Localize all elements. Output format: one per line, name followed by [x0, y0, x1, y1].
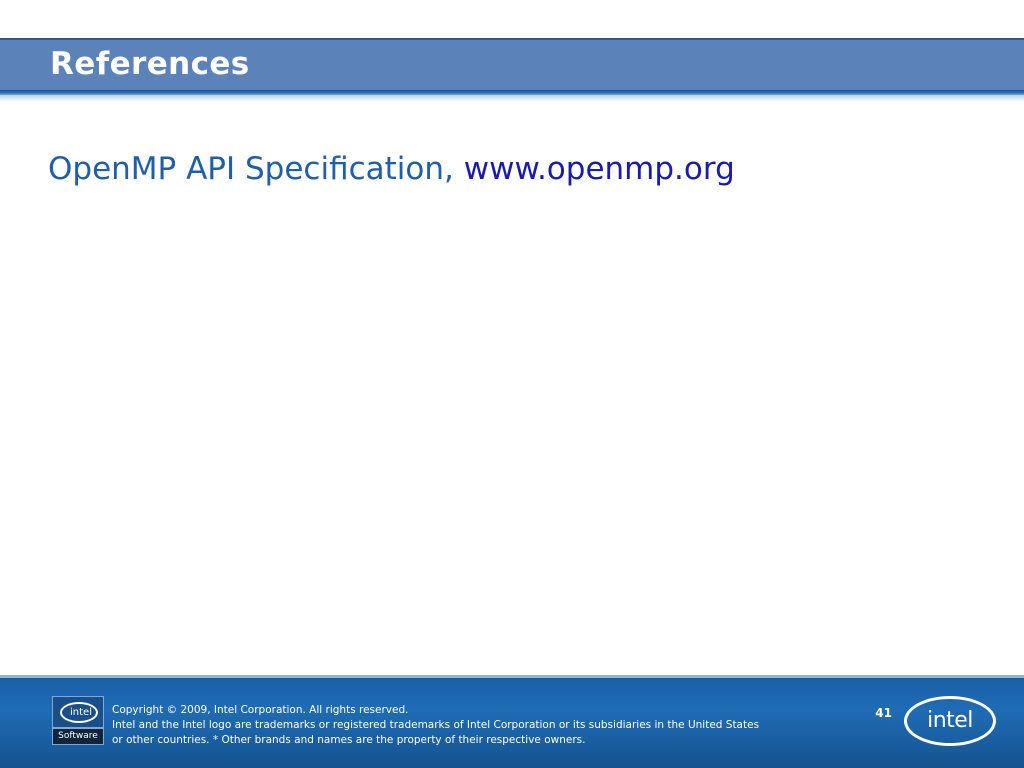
intel-logo-text: intel — [927, 708, 973, 733]
intel-software-logo — [52, 696, 104, 746]
intel-software-label: Software — [58, 731, 98, 741]
copyright-block — [112, 703, 842, 748]
copyright-line-1: Copyright © 2009, Intel Corporation. All rights reserved. — [112, 704, 409, 717]
intel-oval-icon — [60, 702, 98, 723]
reference-link[interactable]: www.openmp.org — [463, 151, 735, 187]
intel-badge-label: intel — [70, 707, 92, 718]
intel-badge-icon — [52, 696, 104, 728]
intel-software-label-box — [52, 728, 104, 745]
slide-number: 41 — [875, 706, 892, 720]
header-divider-light — [0, 95, 1024, 102]
reference-line — [48, 150, 968, 189]
copyright-line-3: or other countries. * Other brands and names are the property of their respective owners. — [112, 734, 586, 747]
reference-text: OpenMP API Specification, — [48, 151, 464, 187]
slide-body — [48, 150, 968, 189]
page-title: References — [50, 46, 250, 82]
copyright-line-2: Intel and the Intel logo are trademarks or registered trademarks of Intel Corporation or its subsidiaries in the United States — [112, 719, 760, 732]
intel-logo — [904, 696, 996, 746]
